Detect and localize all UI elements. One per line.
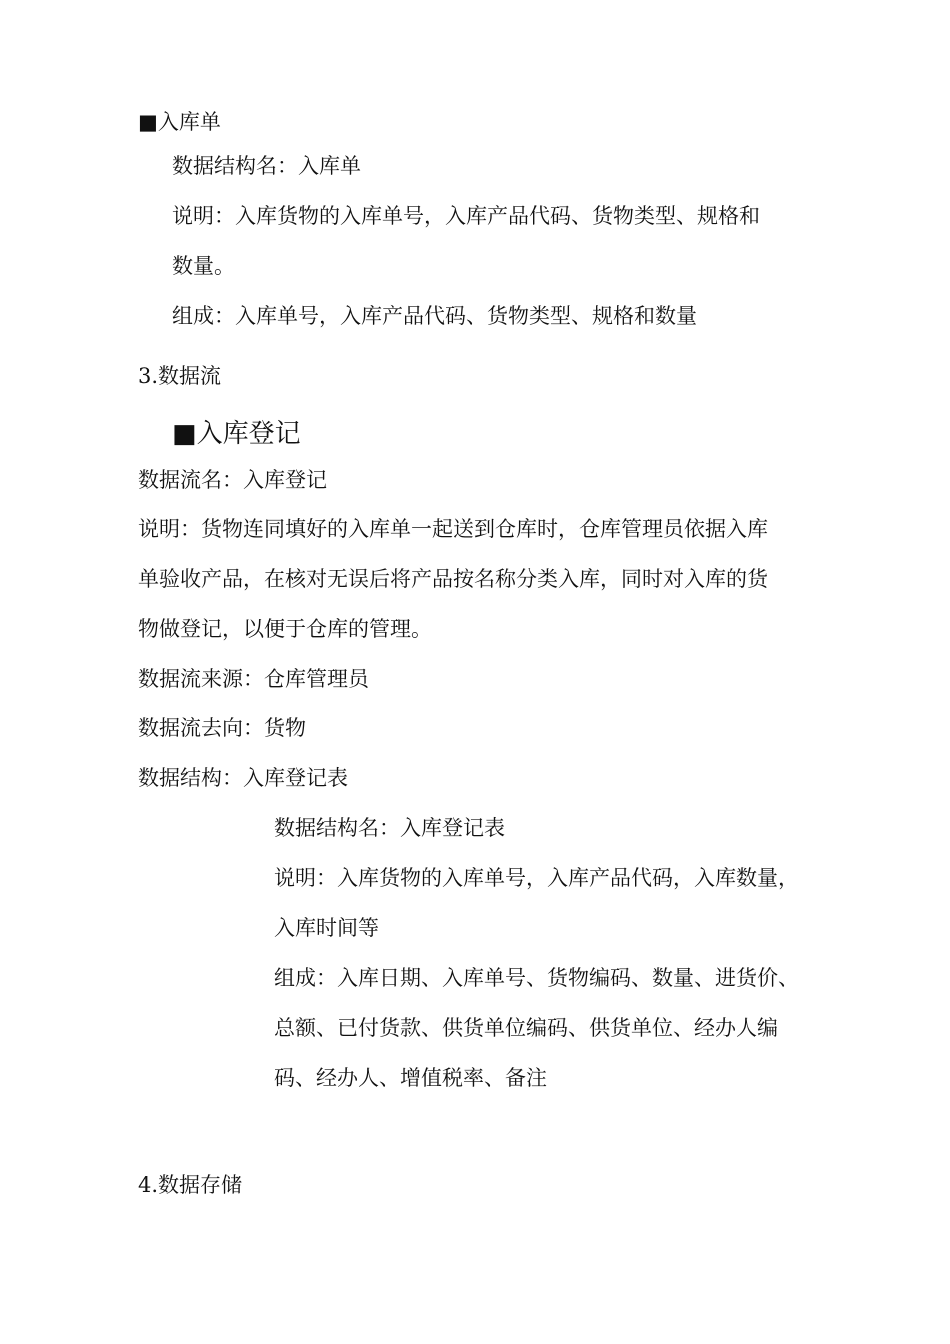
flow-destination-line: 数据流去向：货物 bbox=[138, 716, 306, 740]
section-heading-data-flow: 3.数据流 bbox=[138, 364, 222, 388]
flow-source-line: 数据流来源：仓库管理员 bbox=[138, 667, 369, 691]
sub-description-line-1: 说明：入库货物的入库单号，入库产品代码，入库数量， bbox=[274, 866, 799, 890]
flow-description-line-1: 说明：货物连同填好的入库单一起送到仓库时，仓库管理员依据入库 bbox=[138, 517, 768, 541]
section-heading-stock-in-form: ■入库单 bbox=[138, 110, 221, 134]
description-line-1: 说明：入库货物的入库单号，入库产品代码、货物类型、规格和 bbox=[172, 204, 760, 228]
flow-heading-stock-in-register: ■入库登记 bbox=[172, 419, 301, 449]
flow-description-line-2: 单验收产品，在核对无误后将产品按名称分类入库，同时对入库的货 bbox=[138, 567, 768, 591]
flow-description-line-3: 物做登记，以便于仓库的管理。 bbox=[138, 617, 432, 641]
flow-structure-line: 数据结构：入库登记表 bbox=[138, 766, 348, 790]
description-line-2: 数量。 bbox=[172, 254, 235, 278]
struct-name-line: 数据结构名：入库单 bbox=[172, 154, 361, 178]
flow-name-line: 数据流名：入库登记 bbox=[138, 468, 327, 492]
sub-composition-line-2: 总额、已付货款、供货单位编码、供货单位、经办人编 bbox=[274, 1016, 778, 1040]
sub-composition-line-3: 码、经办人、增值税率、备注 bbox=[274, 1066, 547, 1090]
sub-description-line-2: 入库时间等 bbox=[274, 916, 379, 940]
section-heading-data-storage: 4.数据存储 bbox=[138, 1173, 243, 1197]
composition-line: 组成：入库单号，入库产品代码、货物类型、规格和数量 bbox=[172, 304, 697, 328]
sub-composition-line-1: 组成：入库日期、入库单号、货物编码、数量、进货价、 bbox=[274, 966, 799, 990]
sub-struct-name-line: 数据结构名：入库登记表 bbox=[274, 816, 505, 840]
